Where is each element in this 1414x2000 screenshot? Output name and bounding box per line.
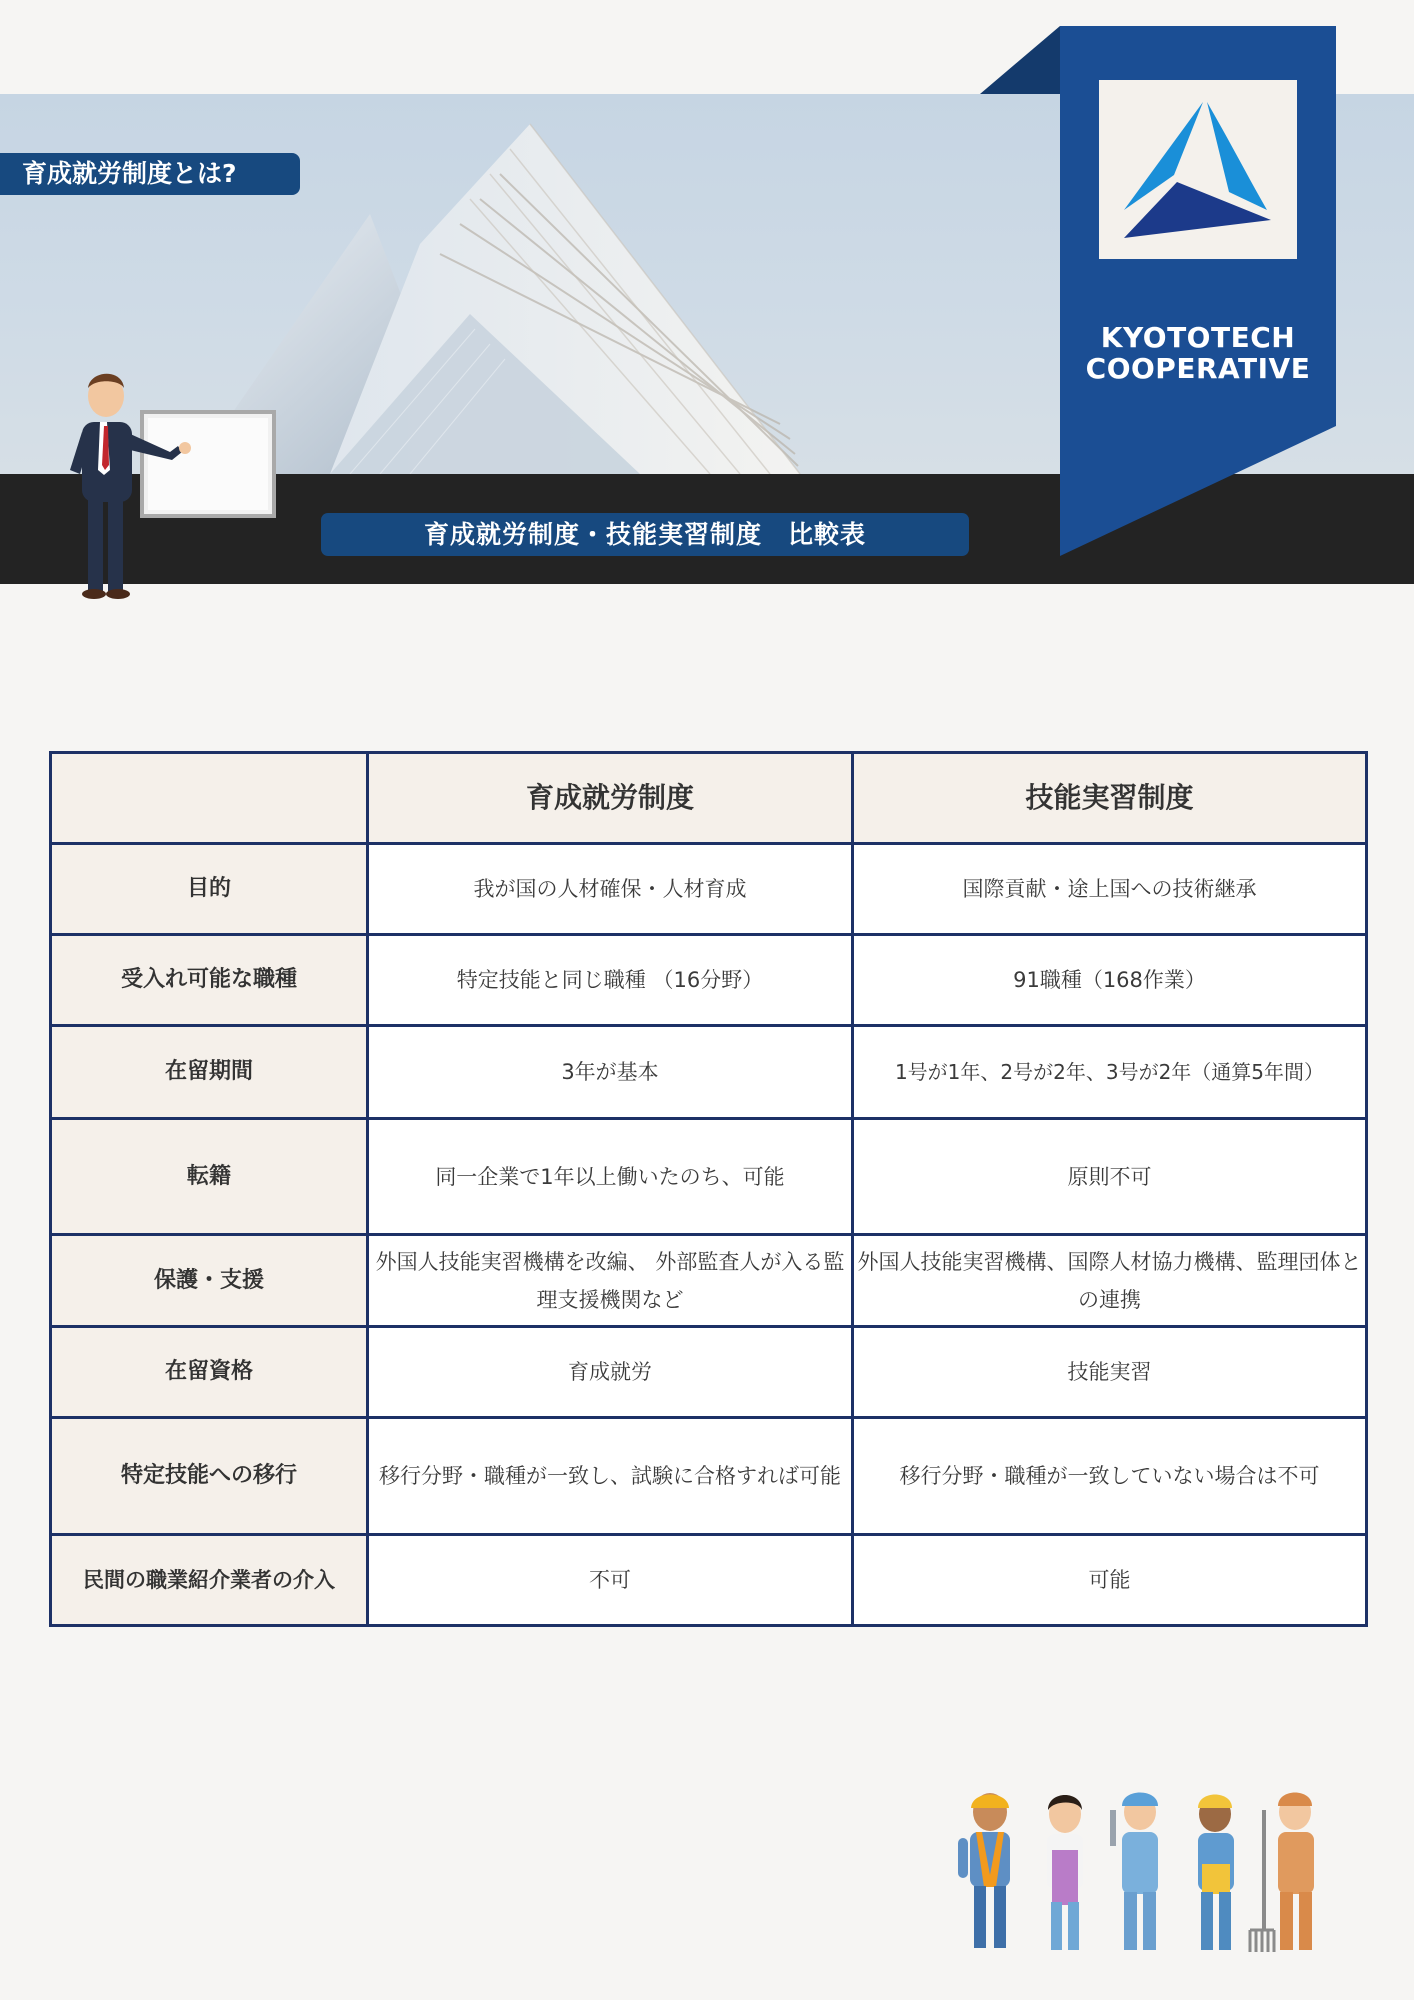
row-label: 特定技能への移行	[51, 1418, 368, 1535]
worker-apron	[1047, 1795, 1083, 1950]
table-header-ikusei: 育成就労制度	[368, 753, 853, 844]
row-label: 在留資格	[51, 1327, 368, 1418]
row-label: 保護・支援	[51, 1235, 368, 1327]
brand-line-2: COOPERATIVE	[1085, 352, 1311, 385]
table-header-row	[51, 753, 1367, 844]
table-row	[51, 1235, 1367, 1327]
table-row	[51, 935, 1367, 1026]
triangle-logo-icon	[1099, 80, 1297, 259]
cell-ginou: 可能	[853, 1535, 1367, 1626]
worker-farmer	[1250, 1793, 1314, 1953]
cell-ikusei: 不可	[368, 1535, 853, 1626]
cell-ikusei: 育成就労	[368, 1327, 853, 1418]
cell-ginou: 国際貢献・途上国への技術継承	[853, 844, 1367, 935]
table-row	[51, 1327, 1367, 1418]
section-tag-label: 育成就労制度とは?	[0, 153, 300, 195]
table-header-empty	[51, 753, 368, 844]
cell-ginou: 原則不可	[853, 1119, 1367, 1235]
cell-ikusei: 移行分野・職種が一致し、試験に合格すれば可能	[368, 1418, 853, 1535]
table-row	[51, 844, 1367, 935]
cell-ginou: 1号が1年、2号が2年、3号が2年（通算5年間）	[853, 1026, 1367, 1119]
cell-ikusei: 同一企業で1年以上働いたのち、可能	[368, 1119, 853, 1235]
table-header-ginou: 技能実習制度	[853, 753, 1367, 844]
row-label: 受入れ可能な職種	[51, 935, 368, 1026]
logo-box	[1099, 80, 1297, 259]
cell-ikusei: 3年が基本	[368, 1026, 853, 1119]
table-row	[51, 1418, 1367, 1535]
worker-food	[1198, 1795, 1234, 1951]
table-row	[51, 1535, 1367, 1626]
row-label: 転籍	[51, 1119, 368, 1235]
worker-construction	[958, 1793, 1010, 1948]
cell-ikusei: 特定技能と同じ職種 （16分野）	[368, 935, 853, 1026]
brand-line-1: KYOTOTECH	[1100, 321, 1296, 354]
comparison-title: 育成就労制度・技能実習制度 比較表	[321, 513, 969, 556]
brand-name	[1060, 322, 1336, 384]
cell-ginou: 91職種（168作業）	[853, 935, 1367, 1026]
comparison-table	[49, 751, 1368, 1627]
cell-ikusei: 外国人技能実習機構を改編、 外部監査人が入る監理支援機関など	[368, 1235, 853, 1327]
row-label: 目的	[51, 844, 368, 935]
cell-ikusei: 我が国の人材確保・人材育成	[368, 844, 853, 935]
row-label: 在留期間	[51, 1026, 368, 1119]
cell-ginou: 外国人技能実習機構、国際人材協力機構、監理団体との連携	[853, 1235, 1367, 1327]
table-row	[51, 1026, 1367, 1119]
cell-ginou: 移行分野・職種が一致していない場合は不可	[853, 1418, 1367, 1535]
presenter-illustration	[60, 360, 290, 605]
row-label: 民間の職業紹介業者の介入	[51, 1535, 368, 1626]
cell-ginou: 技能実習	[853, 1327, 1367, 1418]
worker-mechanic	[1110, 1793, 1158, 1951]
workers-illustration	[950, 1780, 1350, 1965]
table-row	[51, 1119, 1367, 1235]
